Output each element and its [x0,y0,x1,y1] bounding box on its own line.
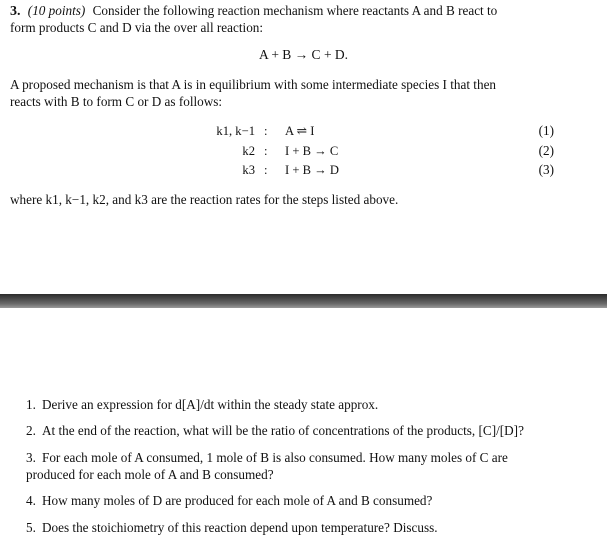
step-1-tag: (1) [538,123,554,138]
step-1-colon: : [264,124,268,138]
question-4-number: 4. [26,493,36,508]
step-3-reaction: I + B → D [285,163,339,177]
mechanism-intro-line-1: A proposed mechanism is that A is in equilibrium with some intermediate species I that then [10,77,497,92]
question-4 [26,493,586,509]
question-5-text: Does the stoichiometry of this reaction depend upon temperature? Discuss. [42,520,438,535]
problem-number: 3. [10,4,21,19]
question-3-number: 3. [26,450,36,465]
question-1-number: 1. [26,397,36,412]
question-5 [26,520,586,536]
question-5-number: 5. [26,520,36,535]
question-1 [26,397,586,413]
problem-header [10,3,497,20]
mechanism-intro-line-2: reacts with B to form C or D as follows: [10,94,223,109]
problem-points: (10 points) [27,3,86,18]
question-3 [26,450,586,466]
step-2-colon: : [264,144,268,158]
question-1-text: Derive an expression for d[A]/dt within the steady state approx. [42,397,379,412]
question-4-text: How many moles of D are produced for each mole of A and B consumed? [42,493,433,508]
step-3-tag: (3) [538,162,554,177]
overall-reaction: A + B → C + D. [258,47,349,62]
step-2-reaction: I + B → C [285,144,339,158]
step-1-rates: k1, k−1 [216,124,255,138]
step-2-rates: k2 [242,144,255,158]
step-2-tag: (2) [538,143,554,158]
problem-intro-line-1: Consider the following reaction mechanism where reactants A and B react to [92,3,498,18]
step-3-colon: : [264,163,268,177]
problem-intro-line-2: form products C and D via the over all reaction: [10,20,264,35]
rates-note: where k1, k−1, k2, and k3 are the reaction rates for the steps listed above. [10,192,399,207]
question-2-number: 2. [26,423,36,438]
page-divider [0,294,607,308]
question-2 [26,423,586,439]
step-3-rates: k3 [242,163,255,177]
question-2-text: At the end of the reaction, what will be the ratio of concentrations of the products, [C]/[D]? [42,423,524,438]
question-3-continued: produced for each mole of A and B consumed? [26,467,274,482]
question-3-text: For each mole of A consumed, 1 mole of B is also consumed. How many moles of C are [42,450,508,465]
step-1-reaction: A ⇌ I [285,124,315,138]
